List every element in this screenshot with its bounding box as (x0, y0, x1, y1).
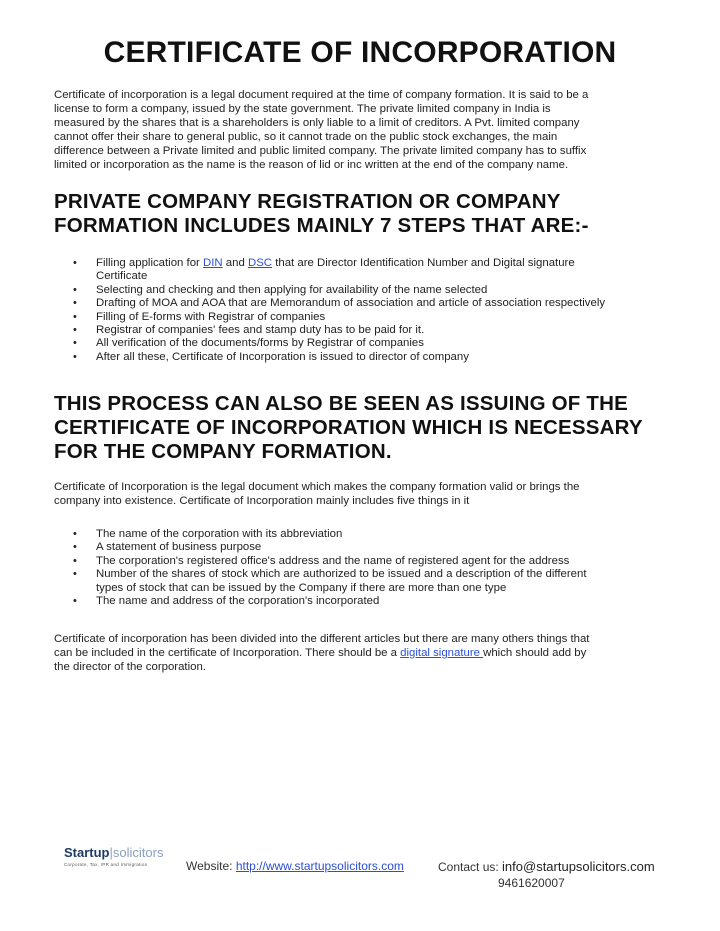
bullet-icon: • (73, 297, 77, 310)
contact-email: info@startupsolicitors.com (502, 859, 655, 874)
logo-tagline: Corporate, Tax, IPR and Immigration (64, 862, 148, 867)
step-text: All verification of the documents/forms by Registrar of companies (96, 337, 424, 350)
item-text: The name and address of the corporation's incorporated (96, 595, 380, 608)
intro-line: limited or incorporation as the name is the reason of lid or inc written at the end of the company name. (54, 159, 569, 171)
list-item (70, 528, 680, 541)
closing-paragraph (54, 632, 694, 674)
list-item (70, 297, 680, 310)
paragraph-text: which should add by (483, 647, 587, 659)
step-text: Registrar of companies' fees and stamp duty has to be paid for it. (96, 324, 425, 337)
logo-text: solicitors (112, 845, 164, 860)
intro-line: Certificate of incorporation is a legal document required at the time of company formation. It is said to be a (54, 89, 589, 101)
list-item (70, 311, 680, 324)
item-text: Number of the shares of stock which are authorized to be issued and a description of the different (96, 568, 587, 581)
list-item (70, 351, 680, 364)
list-item (70, 541, 680, 554)
paragraph-line: Certificate of incorporation has been divided into the different articles but there are many others things that (54, 633, 590, 645)
item-text: types of stock that can be issued by the Company if there are more than one type (96, 581, 507, 594)
list-item (70, 555, 680, 568)
intro-line: difference between a Private limited and public limited company. The private limited company has to suffix (54, 145, 587, 157)
intro-line: measured by the shares that is a shareholders is only liable to a limit of creditors. A Pvt. limited company (54, 117, 580, 129)
bullet-icon: • (73, 257, 77, 269)
footer-website (186, 859, 404, 873)
logo-wordmark (64, 845, 184, 860)
dsc-link[interactable]: DSC (247, 257, 273, 269)
paragraph-line (54, 646, 694, 660)
list-item (70, 284, 680, 297)
digital-signature-link[interactable]: digital signature (400, 647, 484, 659)
bullet-icon: • (73, 324, 77, 337)
bullet-icon: • (73, 283, 77, 296)
bullet-icon: • (73, 595, 77, 608)
contact-phone: 9461620007 (498, 876, 565, 890)
step-text: Drafting of MOA and AOA that are Memorandum of association and article of association respectively (96, 297, 606, 310)
footer-contact (438, 859, 655, 874)
document-title: CERTIFICATE OF INCORPORATION (103, 36, 617, 69)
contact-label: Contact us: (438, 860, 503, 874)
list-item (70, 337, 680, 350)
item-text: The name of the corporation with its abbreviation (96, 528, 343, 540)
section-heading-process (54, 392, 694, 464)
intro-line: cannot offer their share to general public, so it cannot trade on the public stock exchanges, the main (54, 131, 558, 143)
step-text: and (222, 257, 248, 269)
bullet-icon: • (73, 554, 77, 567)
heading-line: PRIVATE COMPANY REGISTRATION OR COMPANY (54, 190, 561, 213)
intro-paragraph (54, 88, 666, 172)
startup-solicitors-logo (64, 845, 184, 867)
bullet-icon: • (73, 568, 77, 581)
bullet-icon: • (73, 310, 77, 323)
logo-separator: | (109, 845, 113, 860)
list-item (70, 257, 680, 284)
paragraph-line: the director of the corporation. (54, 661, 206, 673)
paragraph-line: company into existence. Certificate of Incorporation mainly includes five things in it (54, 495, 470, 507)
logo-text: Startup (64, 845, 110, 860)
incorporation-paragraph (54, 480, 666, 508)
step-text: Selecting and checking and then applying for availability of the name selected (96, 283, 488, 296)
step-text: After all these, Certificate of Incorporation is issued to director of company (96, 350, 469, 363)
item-text: A statement of business purpose (96, 541, 262, 554)
step-text: Certificate (96, 270, 148, 283)
heading-line: THIS PROCESS CAN ALSO BE SEEN AS ISSUING OF THE (54, 392, 628, 415)
list-item (70, 568, 680, 595)
step-text: Filling of E-forms with Registrar of companies (96, 310, 326, 323)
steps-list (70, 257, 680, 364)
heading-line: CERTIFICATE OF INCORPORATION WHICH IS NECESSARY (54, 416, 643, 439)
bullet-icon: • (73, 350, 77, 363)
list-item (70, 324, 680, 337)
bullet-icon: • (73, 541, 77, 554)
step-text: Filling application for (96, 257, 203, 269)
heading-line: FORMATION INCLUDES MAINLY 7 STEPS THAT ARE:- (54, 214, 589, 237)
paragraph-line: Certificate of Incorporation is the legal document which makes the company formation valid or brings the (54, 481, 580, 493)
website-link[interactable]: http://www.startupsolicitors.com (235, 859, 404, 873)
bullet-icon: • (73, 528, 77, 540)
website-label: Website: (186, 859, 236, 873)
din-link[interactable]: DIN (203, 257, 223, 269)
heading-line: FOR THE COMPANY FORMATION. (54, 440, 392, 463)
item-text: The corporation's registered office's address and the name of registered agent for the address (96, 554, 570, 567)
things-list (70, 528, 680, 608)
bullet-icon: • (73, 337, 77, 350)
paragraph-text: can be included in the certificate of Incorporation. There should be a (54, 647, 401, 659)
intro-line: license to form a company, issued by the state government. The private limited company in India is (54, 103, 551, 115)
list-item (70, 595, 680, 608)
step-text: that are Director Identification Number and Digital signature (272, 257, 575, 269)
section-heading-steps (54, 190, 694, 238)
